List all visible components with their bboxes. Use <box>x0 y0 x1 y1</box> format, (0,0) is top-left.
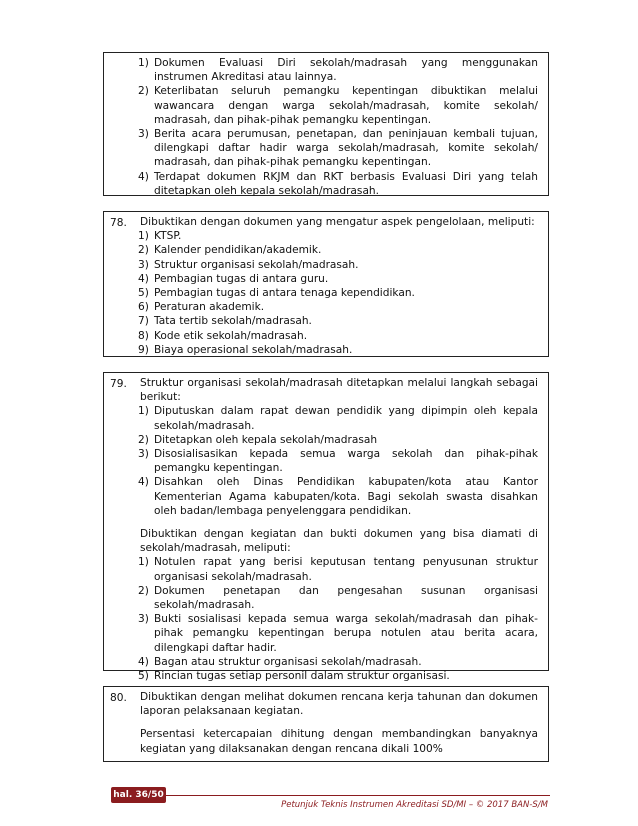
evidence-list <box>140 555 538 683</box>
steps-list <box>140 404 538 518</box>
footer-divider <box>166 795 550 796</box>
list-item: 5) Rincian tugas setiap personil dalam struktur organisasi. <box>138 670 450 683</box>
evidence-intro: Dibuktikan dengan kegiatan dan bukti dokumen yang bisa diamati di sekolah/madrasah, meliputi: <box>140 528 538 555</box>
criterion-content <box>140 215 538 357</box>
list-item: 4) Bagan atau struktur organisasi sekolah/madrasah. <box>138 655 422 668</box>
list-item: 3) Berita acara perumusan, penetapan, dan peninjauan kembali tujuan, dilengkapi daftar hadir warga sekolah/madrasah, komite sekolah/ madrasah, dan pihak-pihak pemangku kepentingan. <box>138 128 538 169</box>
criterion-intro: Struktur organisasi sekolah/madrasah ditetapkan melalui langkah sebagai berikut: <box>140 377 538 404</box>
criterion-number: 78. <box>110 217 127 229</box>
criterion-box-79 <box>103 372 549 683</box>
list-item: 2) Dokumen penetapan dan pengesahan susunan organisasi sekolah/madrasah. <box>138 584 538 612</box>
list-item: 3) Bukti sosialisasi kepada semua warga sekolah/madrasah dan pihak-pihak pemangku kepentingan berupa notulen atau berita acara, dilengkapi daftar hadir. <box>138 613 538 654</box>
list-item: 5) Pembagian tugas di antara tenaga kependidikan. <box>138 287 415 300</box>
list-item: 1) Dokumen Evaluasi Diri sekolah/madrasah yang menggunakan instrumen Akreditasi atau lainnya. <box>138 57 538 84</box>
page-number-badge: hal. 36/50 <box>111 787 166 803</box>
list-item: 9) Biaya operasional sekolah/madrasah. <box>138 343 353 356</box>
list-item: 4) Pembagian tugas di antara guru. <box>138 272 329 285</box>
criterion-content <box>140 376 538 683</box>
criterion-content <box>140 690 538 756</box>
criterion-intro: Dibuktikan dengan dokumen yang mengatur aspek pengelolaan, meliputi: <box>140 216 535 228</box>
list-item: 2) Kalender pendidikan/akademik. <box>138 244 322 257</box>
list-item: 2) Keterlibatan seluruh pemangku kepentingan dibuktikan melalui wawancara dengan warga sekolah/madrasah, komite sekolah/ madrasah, dan pihak-pihak pemangku kepentingan. <box>138 85 538 126</box>
evidence-list <box>140 56 538 198</box>
footer-credit: Petunjuk Teknis Instrumen Akreditasi SD/MI – © 2017 BAN-S/M <box>281 800 548 810</box>
criterion-paragraph: Persentasi ketercapaian dihitung dengan membandingkan banyaknya kegiatan yang dilaksanakan dengan rencana dikali 100% <box>140 728 538 755</box>
criterion-box-continued <box>103 52 549 196</box>
list-item: 8) Kode etik sekolah/madrasah. <box>138 329 308 342</box>
list-item: 6) Peraturan akademik. <box>138 301 265 314</box>
list-item: 3) Disosialisasikan kepada semua warga sekolah dan pihak-pihak pemangku kepentingan. <box>138 448 538 475</box>
evidence-list <box>140 229 538 357</box>
list-item: 2) Ditetapkan oleh kepala sekolah/madrasah <box>138 433 378 446</box>
list-item: 4) Terdapat dokumen RKJM dan RKT berbasis Evaluasi Diri yang telah ditetapkan oleh kepala sekolah/madrasah. <box>138 170 538 197</box>
list-item: 4) Disahkan oleh Dinas Pendidikan kabupaten/kota atau Kantor Kementerian Agama kabupaten/kota. Bagi sekolah swasta disahkan oleh badan/lembaga penyelenggara pendidikan. <box>138 476 538 517</box>
list-item: 1) KTSP. <box>138 230 182 243</box>
criterion-number: 79. <box>110 378 127 390</box>
criterion-content <box>140 56 538 198</box>
criterion-box-78 <box>103 211 549 357</box>
list-item: 3) Struktur organisasi sekolah/madrasah. <box>138 258 359 271</box>
criterion-box-80 <box>103 686 549 762</box>
list-item: 1) Notulen rapat yang berisi keputusan tentang penyusunan struktur organisasi sekolah/madrasah. <box>138 556 538 583</box>
criterion-number: 80. <box>110 692 127 704</box>
criterion-paragraph: Dibuktikan dengan melihat dokumen rencana kerja tahunan dan dokumen laporan pelaksanaan kegiatan. <box>140 691 538 718</box>
list-item: 1) Diputuskan dalam rapat dewan pendidik yang dipimpin oleh kepala sekolah/madrasah. <box>138 405 538 432</box>
list-item: 7) Tata tertib sekolah/madrasah. <box>138 315 312 328</box>
